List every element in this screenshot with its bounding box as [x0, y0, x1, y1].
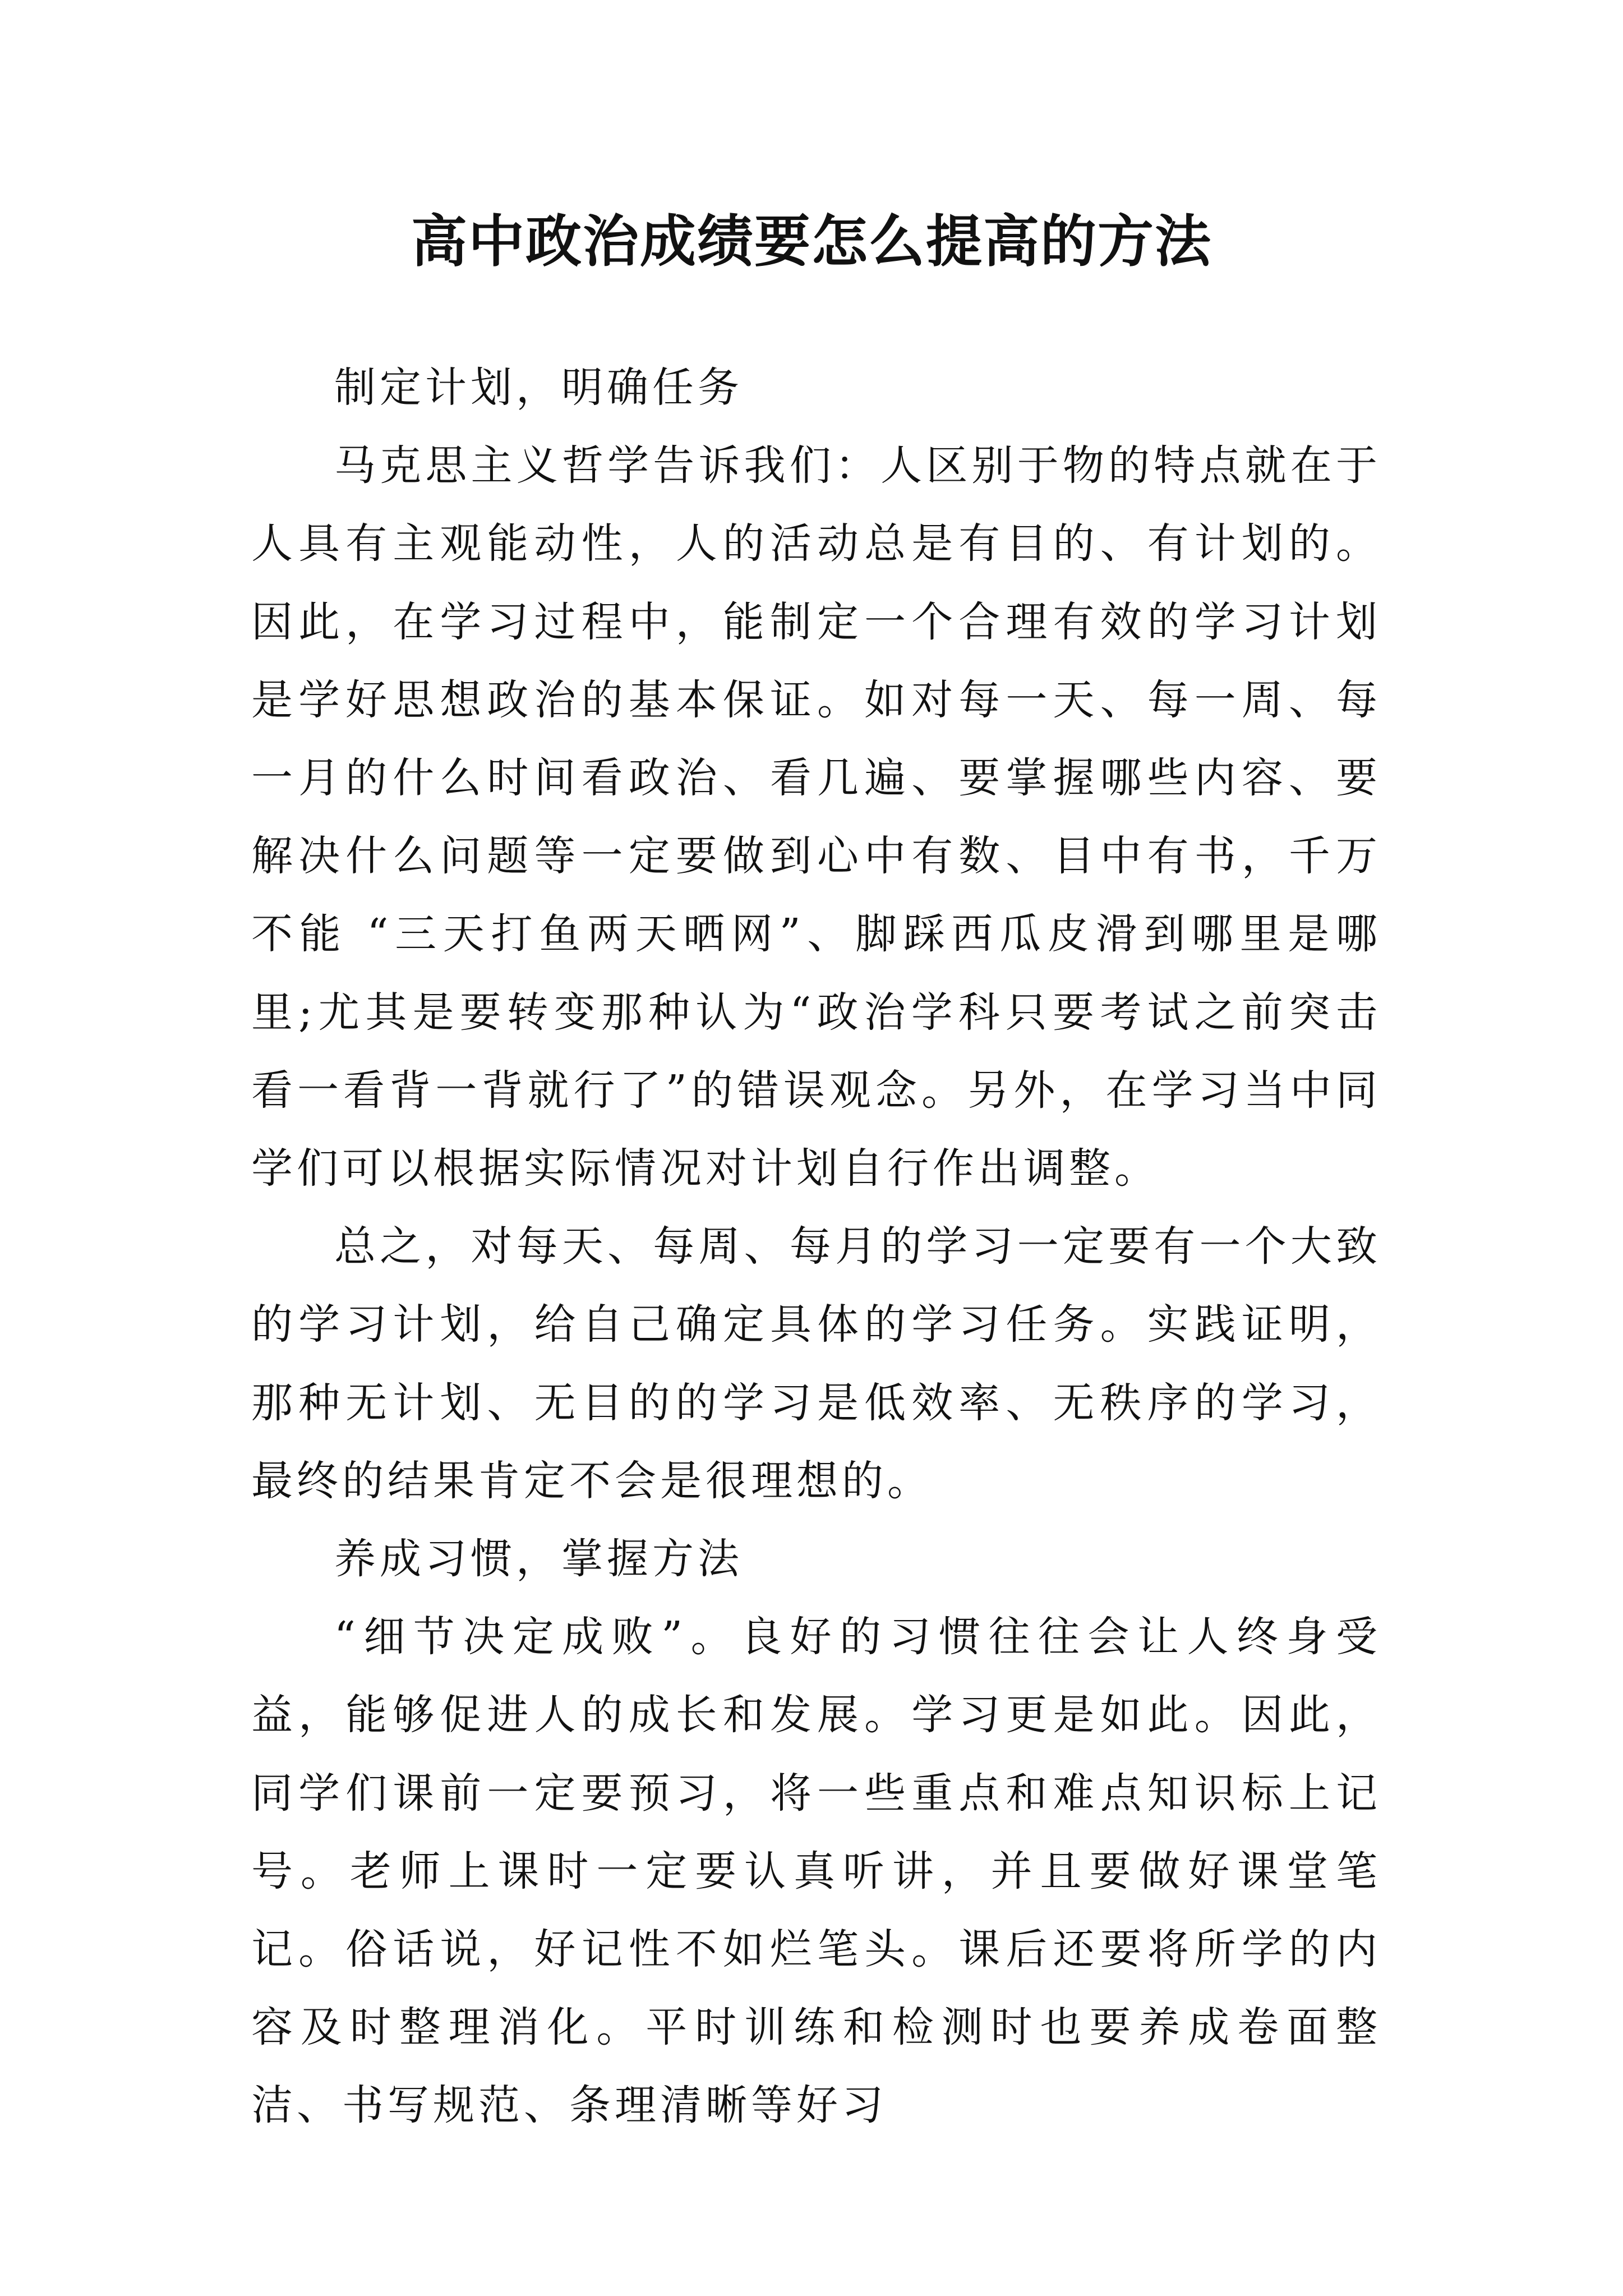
paragraph-habits-body: “细节决定成败”。良好的习惯往往会让人终身受益，能够促进人的成长和发展。学习更是如此。因此，同学们课前一定要预习，将一些重点和难点知识标上记号。老师上课时一定要认真听讲，并且要做好课堂笔记。俗话说，好记性不如烂笔头。课后还要将所学的内容及时整理消化。平时训练和检测时也要养成卷面整洁、书写规范、条理清晰等好习	[251, 1613, 1381, 2130]
section-heading-habits: 养成习惯，掌握方法	[334, 1535, 743, 1584]
document-body	[251, 349, 1381, 2145]
section-heading-plan: 制定计划，明确任务	[334, 364, 743, 412]
document-title: 高中政治成绩要怎么提高的方法	[411, 208, 1212, 274]
paragraph-plan-summary: 总之，对每天、每周、每月的学习一定要有一个大致的学习计划，给自己确定具体的学习任务。实践证明，那种无计划、无目的的学习是低效率、无秩序的学习，最终的结果肯定不会是很理想的。	[251, 1222, 1381, 1505]
paragraph-plan-body: 马克思主义哲学告诉我们：人区别于物的特点就在于人具有主观能动性，人的活动总是有目的、有计划的。因此，在学习过程中，能制定一个合理有效的学习计划是学好思想政治的基本保证。如对每一天、每一周、每一月的什么时间看政治、看几遍、要掌握哪些内容、要解决什么问题等一定要做到心中有数、目中有书，千万不能 “三天打鱼两天晒网”、脚踩西瓜皮滑到哪里是哪里;尤其是要转变那种认为“政治学科只要考试之前突击看一看背一背就行了”的错误观念。另外，在学习当中同学们可以根据实际情况对计划自行作出调整。	[251, 441, 1381, 1193]
